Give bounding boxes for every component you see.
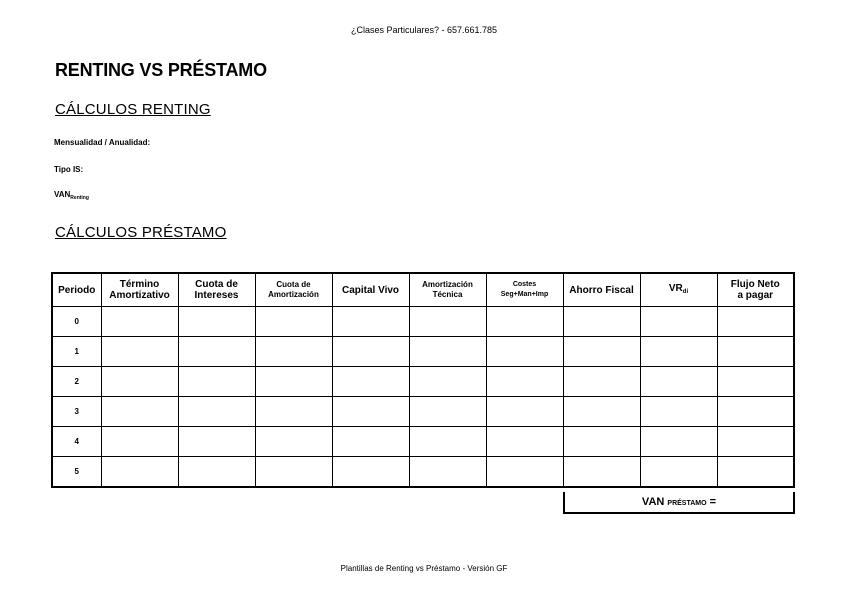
- table-cell[interactable]: [178, 427, 255, 457]
- table-cell[interactable]: [563, 367, 640, 397]
- col-cuota-am-l1: Cuota de: [276, 280, 311, 289]
- col-termino-l1: Término: [119, 279, 160, 290]
- table-row: [52, 457, 794, 488]
- col-costes-l2: Seg+Man+Imp: [500, 291, 549, 298]
- label-mensualidad: Mensualidad / Anualidad:: [54, 138, 151, 147]
- table-cell[interactable]: [717, 397, 794, 427]
- table-cell[interactable]: [717, 367, 794, 397]
- table-cell[interactable]: [332, 457, 409, 488]
- col-flujo-l1: Flujo Neto: [730, 279, 780, 290]
- period-cell: 3: [52, 397, 101, 427]
- col-ahorro-fiscal: Ahorro Fiscal: [563, 273, 640, 307]
- col-cuota-int-l2: Intereses: [194, 290, 239, 301]
- table-header-row: [52, 273, 794, 307]
- table-cell[interactable]: [640, 307, 717, 337]
- table-cell[interactable]: [640, 427, 717, 457]
- period-cell: 0: [52, 307, 101, 337]
- table-cell[interactable]: [255, 457, 332, 488]
- van-prestamo-label: VAN: [641, 496, 665, 508]
- period-cell: 1: [52, 337, 101, 367]
- table-cell[interactable]: [563, 397, 640, 427]
- table-cell[interactable]: [640, 367, 717, 397]
- col-cuota-intereses: [178, 273, 255, 307]
- table-cell[interactable]: [640, 457, 717, 488]
- col-flujo-l2: a pagar: [737, 290, 774, 301]
- period-cell: 2: [52, 367, 101, 397]
- table-cell[interactable]: [332, 367, 409, 397]
- table-cell[interactable]: [101, 337, 178, 367]
- table-cell[interactable]: [101, 307, 178, 337]
- col-capital-vivo: Capital Vivo: [332, 273, 409, 307]
- table-cell[interactable]: [332, 397, 409, 427]
- table-cell[interactable]: [486, 367, 563, 397]
- table-cell[interactable]: [101, 457, 178, 488]
- van-renting-main: VAN: [54, 190, 71, 199]
- section-title-prestamo: CÁLCULOS PRÉSTAMO: [55, 224, 227, 241]
- table-cell[interactable]: [332, 307, 409, 337]
- table-cell[interactable]: [486, 337, 563, 367]
- table-cell[interactable]: [563, 307, 640, 337]
- table-cell[interactable]: [101, 397, 178, 427]
- col-termino-l2: Amortizativo: [109, 290, 170, 301]
- table-cell[interactable]: [563, 337, 640, 367]
- table-cell[interactable]: [178, 367, 255, 397]
- table-cell[interactable]: [255, 307, 332, 337]
- table-cell[interactable]: [178, 397, 255, 427]
- table-row: [52, 427, 794, 457]
- table-cell[interactable]: [486, 307, 563, 337]
- table-cell[interactable]: [409, 427, 486, 457]
- table-row: [52, 397, 794, 427]
- table-cell[interactable]: [178, 457, 255, 488]
- table-cell[interactable]: [332, 427, 409, 457]
- table-cell[interactable]: [640, 337, 717, 367]
- table-cell[interactable]: [717, 427, 794, 457]
- table-cell[interactable]: [563, 457, 640, 488]
- col-cuota-amortizacion: [255, 273, 332, 307]
- table-cell[interactable]: [409, 457, 486, 488]
- col-costes: [486, 273, 563, 307]
- table-cell[interactable]: [101, 367, 178, 397]
- table-cell[interactable]: [178, 337, 255, 367]
- van-prestamo-sub: PRÉSTAMO: [667, 500, 707, 507]
- table-row: [52, 307, 794, 337]
- period-cell: 4: [52, 427, 101, 457]
- table-cell[interactable]: [486, 397, 563, 427]
- table-cell[interactable]: [409, 307, 486, 337]
- van-prestamo-eq: =: [709, 496, 717, 508]
- table-cell[interactable]: [101, 427, 178, 457]
- table-cell[interactable]: [717, 307, 794, 337]
- page-title: RENTING VS PRÉSTAMO: [55, 60, 267, 80]
- table-cell[interactable]: [640, 397, 717, 427]
- col-amort-tec-l1: Amortización: [422, 280, 473, 289]
- table-row: [52, 367, 794, 397]
- table-cell[interactable]: [255, 367, 332, 397]
- page-header: ¿Clases Particulares? - 657.661.785: [350, 25, 498, 35]
- table-cell[interactable]: [563, 427, 640, 457]
- col-periodo: Periodo: [52, 273, 101, 307]
- van-renting-sub: Renting: [70, 195, 89, 201]
- table-cell[interactable]: [486, 457, 563, 488]
- table-cell[interactable]: [332, 337, 409, 367]
- col-termino: [101, 273, 178, 307]
- label-van-renting: [54, 190, 89, 201]
- col-amort-tec-l2: Técnica: [432, 290, 463, 299]
- table-row: [52, 337, 794, 367]
- col-vr-main: VR: [668, 282, 683, 294]
- section-title-renting: CÁLCULOS RENTING: [55, 101, 211, 118]
- col-flujo-neto: [717, 273, 794, 307]
- table-cell[interactable]: [717, 457, 794, 488]
- table-cell[interactable]: [409, 397, 486, 427]
- table-cell[interactable]: [255, 397, 332, 427]
- van-prestamo-box: [563, 492, 795, 514]
- table-cell[interactable]: [178, 307, 255, 337]
- label-tipo-is: Tipo IS:: [54, 165, 84, 174]
- table-cell[interactable]: [717, 337, 794, 367]
- table-cell[interactable]: [255, 427, 332, 457]
- prestamo-table: [51, 272, 795, 488]
- col-costes-l1: Costes: [512, 281, 537, 288]
- table-cell[interactable]: [409, 337, 486, 367]
- period-cell: 5: [52, 457, 101, 488]
- col-cuota-int-l1: Cuota de: [195, 279, 238, 290]
- table-cell[interactable]: [255, 337, 332, 367]
- col-cuota-am-l2: Amortización: [268, 290, 319, 299]
- page-footer: Plantillas de Renting vs Préstamo - Versión GF: [340, 564, 508, 573]
- col-vr-sub: di: [682, 288, 689, 295]
- col-amortizacion-tecnica: [409, 273, 486, 307]
- col-vr: [640, 273, 717, 307]
- table-cell[interactable]: [409, 367, 486, 397]
- table-cell[interactable]: [486, 427, 563, 457]
